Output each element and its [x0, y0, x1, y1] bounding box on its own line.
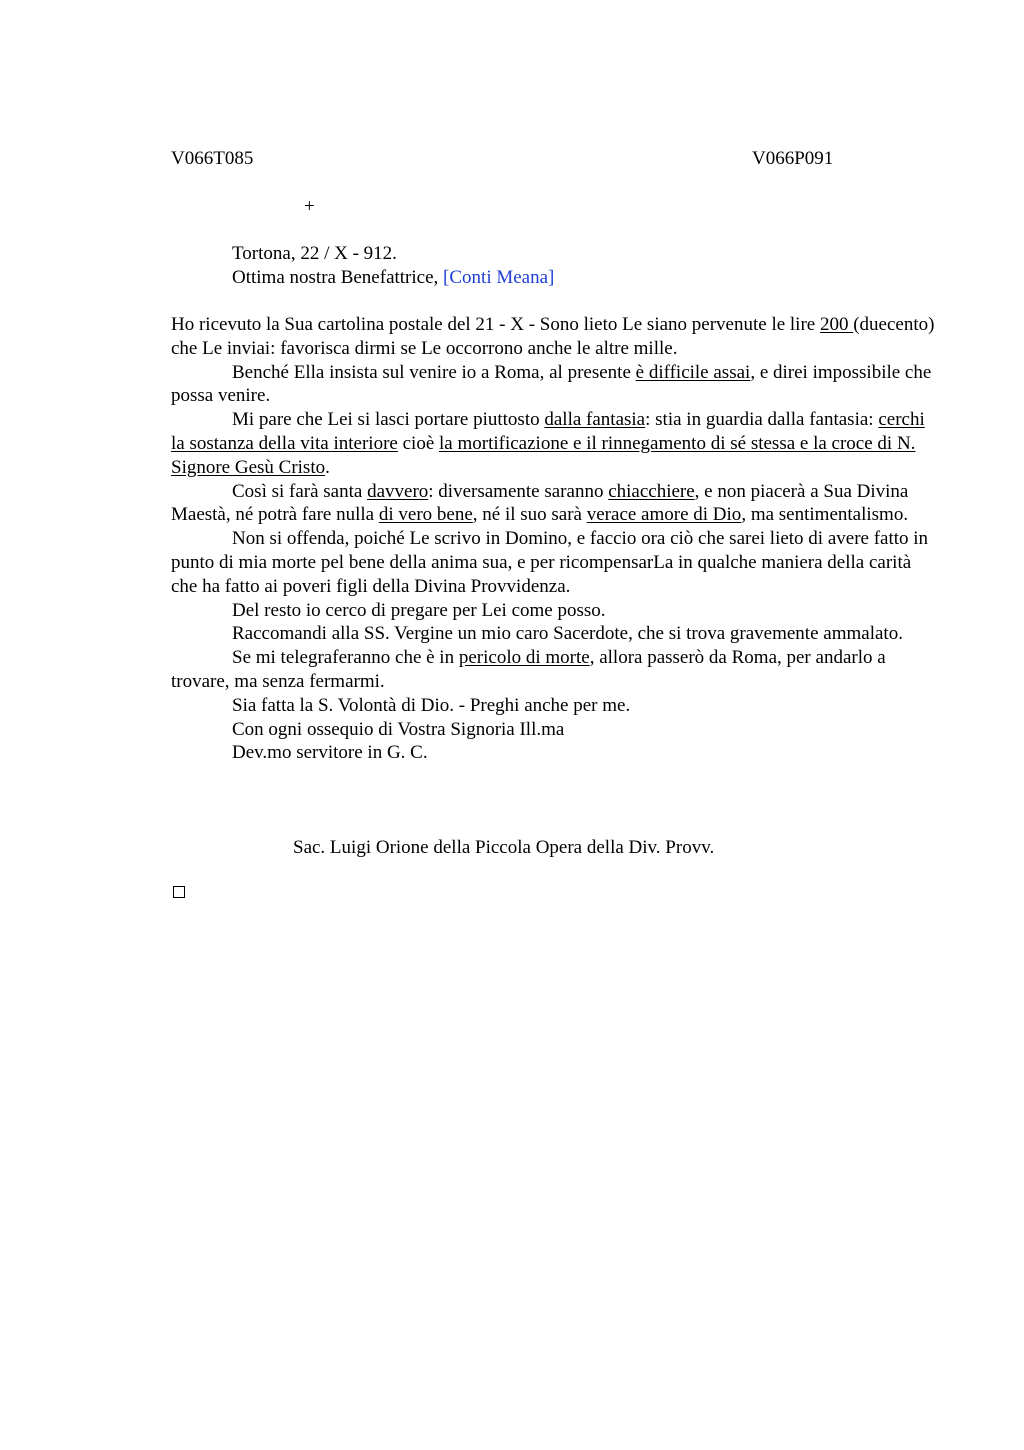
signature: Sac. Luigi Orione della Piccola Opera della Div. Provv.	[293, 837, 715, 858]
paragraph-5: Non si offenda, poiché Le scrivo in Domino, e faccio ora ciò che sarei lieto di avere fatto in punto di mia morte pel bene della anima sua, e per ricompensarLa in qualche maniera della carità che ha fatto ai poveri figli della Divina Provvidenza.	[171, 528, 929, 597]
closing-servant-line: Dev.mo servitore in G. C.	[232, 742, 428, 764]
text-span: cioè	[397, 432, 440, 454]
closing-line: Con ogni ossequio di Vostra Signoria Ill.ma	[232, 718, 565, 740]
underlined-span: verace amore di Dio	[586, 504, 742, 526]
text-span: (duecento) che Le inviai: favorisca dirmi se Le occorrono anche le altre mille.	[171, 314, 935, 359]
underlined-span: di vero bene	[378, 504, 473, 526]
text-span: .	[325, 456, 330, 478]
underlined-span: davvero	[367, 480, 429, 502]
text-span: Mi pare che Lei si lasci portare piuttosto	[232, 409, 545, 431]
text-span: Benché Ella insista sul venire io a Roma, al presente	[232, 361, 636, 383]
underlined-span: dalla fantasia	[544, 409, 646, 431]
place-date: Tortona, 22 / X - 912.	[232, 243, 397, 264]
paragraph-1	[171, 313, 936, 361]
paragraph-9: Sia fatta la S. Volontà di Dio. - Preghi anche per me.	[232, 694, 631, 716]
underlined-span: cerchi la sostanza della vita interiore	[171, 409, 925, 454]
text-span: , allora passerò da Roma, per andarlo a trovare, ma senza fermarmi.	[171, 647, 886, 692]
letter-dateline	[232, 242, 554, 290]
text-span: , né il suo sarà	[472, 504, 587, 526]
paragraph-7: Raccomandi alla SS. Vergine un mio caro Sacerdote, che si trova gravemente ammalato.	[232, 623, 903, 645]
paragraph-3	[171, 408, 936, 479]
paragraph-6: Del resto io cerco di pregare per Lei come posso.	[232, 599, 606, 621]
paragraph-2	[171, 361, 936, 409]
underlined-span: chiacchiere	[608, 480, 695, 502]
text-span: Così si farà santa	[232, 480, 368, 502]
text-span: , e direi impossibile che possa venire.	[171, 361, 932, 407]
underlined-span: è difficile assai	[635, 361, 751, 383]
text-span: , ma sentimentalismo.	[741, 504, 909, 526]
underlined-span: 200	[819, 314, 854, 335]
paragraph-4	[171, 480, 936, 528]
text-span: : stia in guardia dalla fantasia:	[645, 409, 879, 431]
text-span: Ho ricevuto la Sua cartolina postale del 21 - X - Sono lieto Le siano pervenute le lire	[171, 314, 820, 335]
document-code-right: V066P091	[752, 148, 834, 169]
checkbox-square-icon	[173, 886, 185, 898]
text-span: Se mi telegraferanno che è in	[232, 647, 459, 669]
salutation-line	[232, 266, 554, 290]
text-span: , e non piacerà a Sua Divina Maestà, né potrà fare nulla	[171, 480, 909, 526]
recipient-link[interactable]: [Conti Meana]	[443, 266, 555, 288]
letter-body	[171, 313, 936, 765]
text-span: : diversamente saranno	[428, 480, 609, 502]
underlined-span: la mortificazione e il rinnegamento di sé stessa e la croce di N. Signore Gesù Cristo	[171, 432, 916, 478]
salutation: Ottima nostra Benefattrice,	[232, 266, 444, 288]
document-code-left: V066T085	[171, 148, 254, 169]
underlined-span: pericolo di morte	[458, 647, 590, 669]
paragraph-8	[171, 646, 936, 694]
cross-symbol: +	[304, 196, 315, 217]
